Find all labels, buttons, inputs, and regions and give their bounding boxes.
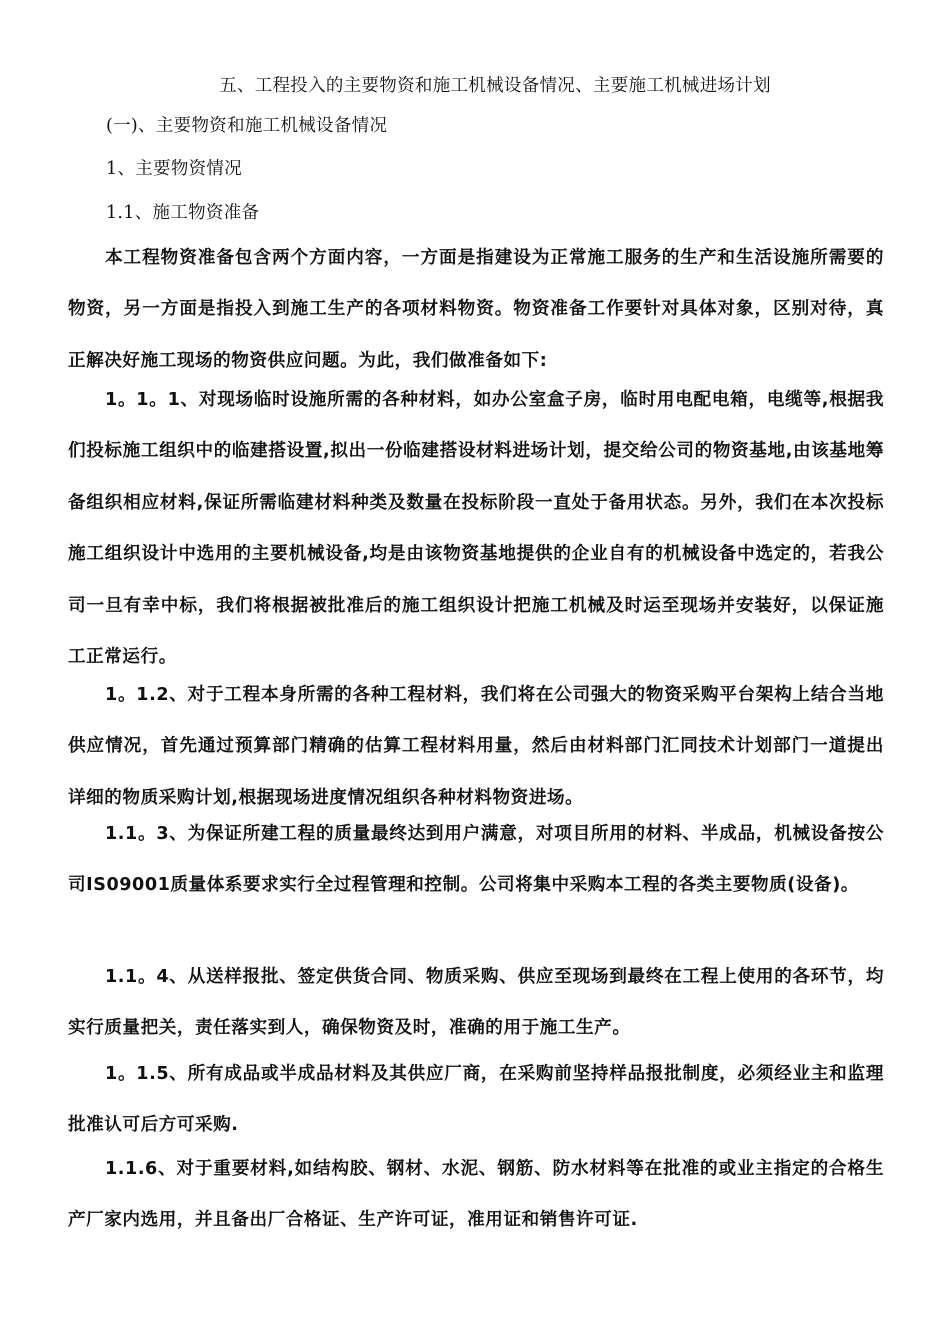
paragraph-1-1-2: 1。1.2、对于工程本身所需的各种工程材料，我们将在公司强大的物资采购平台架构上结合当地供应情况，首先通过预算部门精确的估算工程材料用量，然后由材料部门汇同技术计划部门一道提出详细的物质采购计划,根据现场进度情况组织各种材料物资进场。 [68,685,884,808]
paragraph-1-1-3: 1.1。3、为保证所建工程的质量最终达到用户满意，对项目所用的材料、半成品，机械设备按公司IS09001质量体系要求实行全过程管理和控制。公司将集中采购本工程的各类主要物质(设备)。 [68,824,884,896]
paragraph-1-1-4: 1.1。4、从送样报批、签定供货合同、物质采购、供应至现场到最终在工程上使用的各环节，均实行质量把关，责任落实到人，确保物资及时，准确的用于施工生产。 [68,967,884,1039]
paragraph-1-1-5: 1。1.5、所有成品或半成品材料及其供应厂商，在采购前坚持样品报批制度，必须经业主和监理批准认可后方可采购. [68,1064,884,1136]
section-heading: (一)、主要物资和施工机械设备情况 [106,116,388,136]
paragraph-intro: 本工程物资准备包含两个方面内容，一方面是指建设为正常施工服务的生产和生活设施所需要的物资，另一方面是指投入到施工生产的各项材料物资。物资准备工作要针对具体对象，区别对待，真正解决好施工现场的物资供应问题。为此，我们做准备如下: [68,248,884,371]
paragraph-1-1-1: 1。1。1、对现场临时设施所需的各种材料，如办公室盒子房，临时用电配电箱，电缆等,根据我们投标施工组织中的临建搭设置,拟出一份临建搭设材料进场计划，提交给公司的物资基地,由该基地筹备组织相应材料,保证所需临建材料种类及数量在投标阶段一直处于备用状态。另外，我们在本次投标施工组织设计中选用的主要机械设备,均是由该物资基地提供的企业自有的机械设备中选定的，若我公司一旦有幸中标，我们将根据被批准后的施工组织设计把施工机械及时运至现场并安装好，以保证施工正常运行。 [68,390,884,668]
page-title: 五、工程投入的主要物资和施工机械设备情况、主要施工机械进场计划 [219,76,771,96]
paragraph-1-1-6: 1.1.6、对于重要材料,如结构胶、钢材、水泥、钢筋、防水材料等在批准的或业主指定的合格生产厂家内选用，并且备出厂合格证、生产许可证，准用证和销售许可证. [68,1159,884,1231]
subsection-heading: 1、主要物资情况 [106,159,243,179]
sub-subsection-heading: 1.1、施工物资准备 [106,203,260,223]
